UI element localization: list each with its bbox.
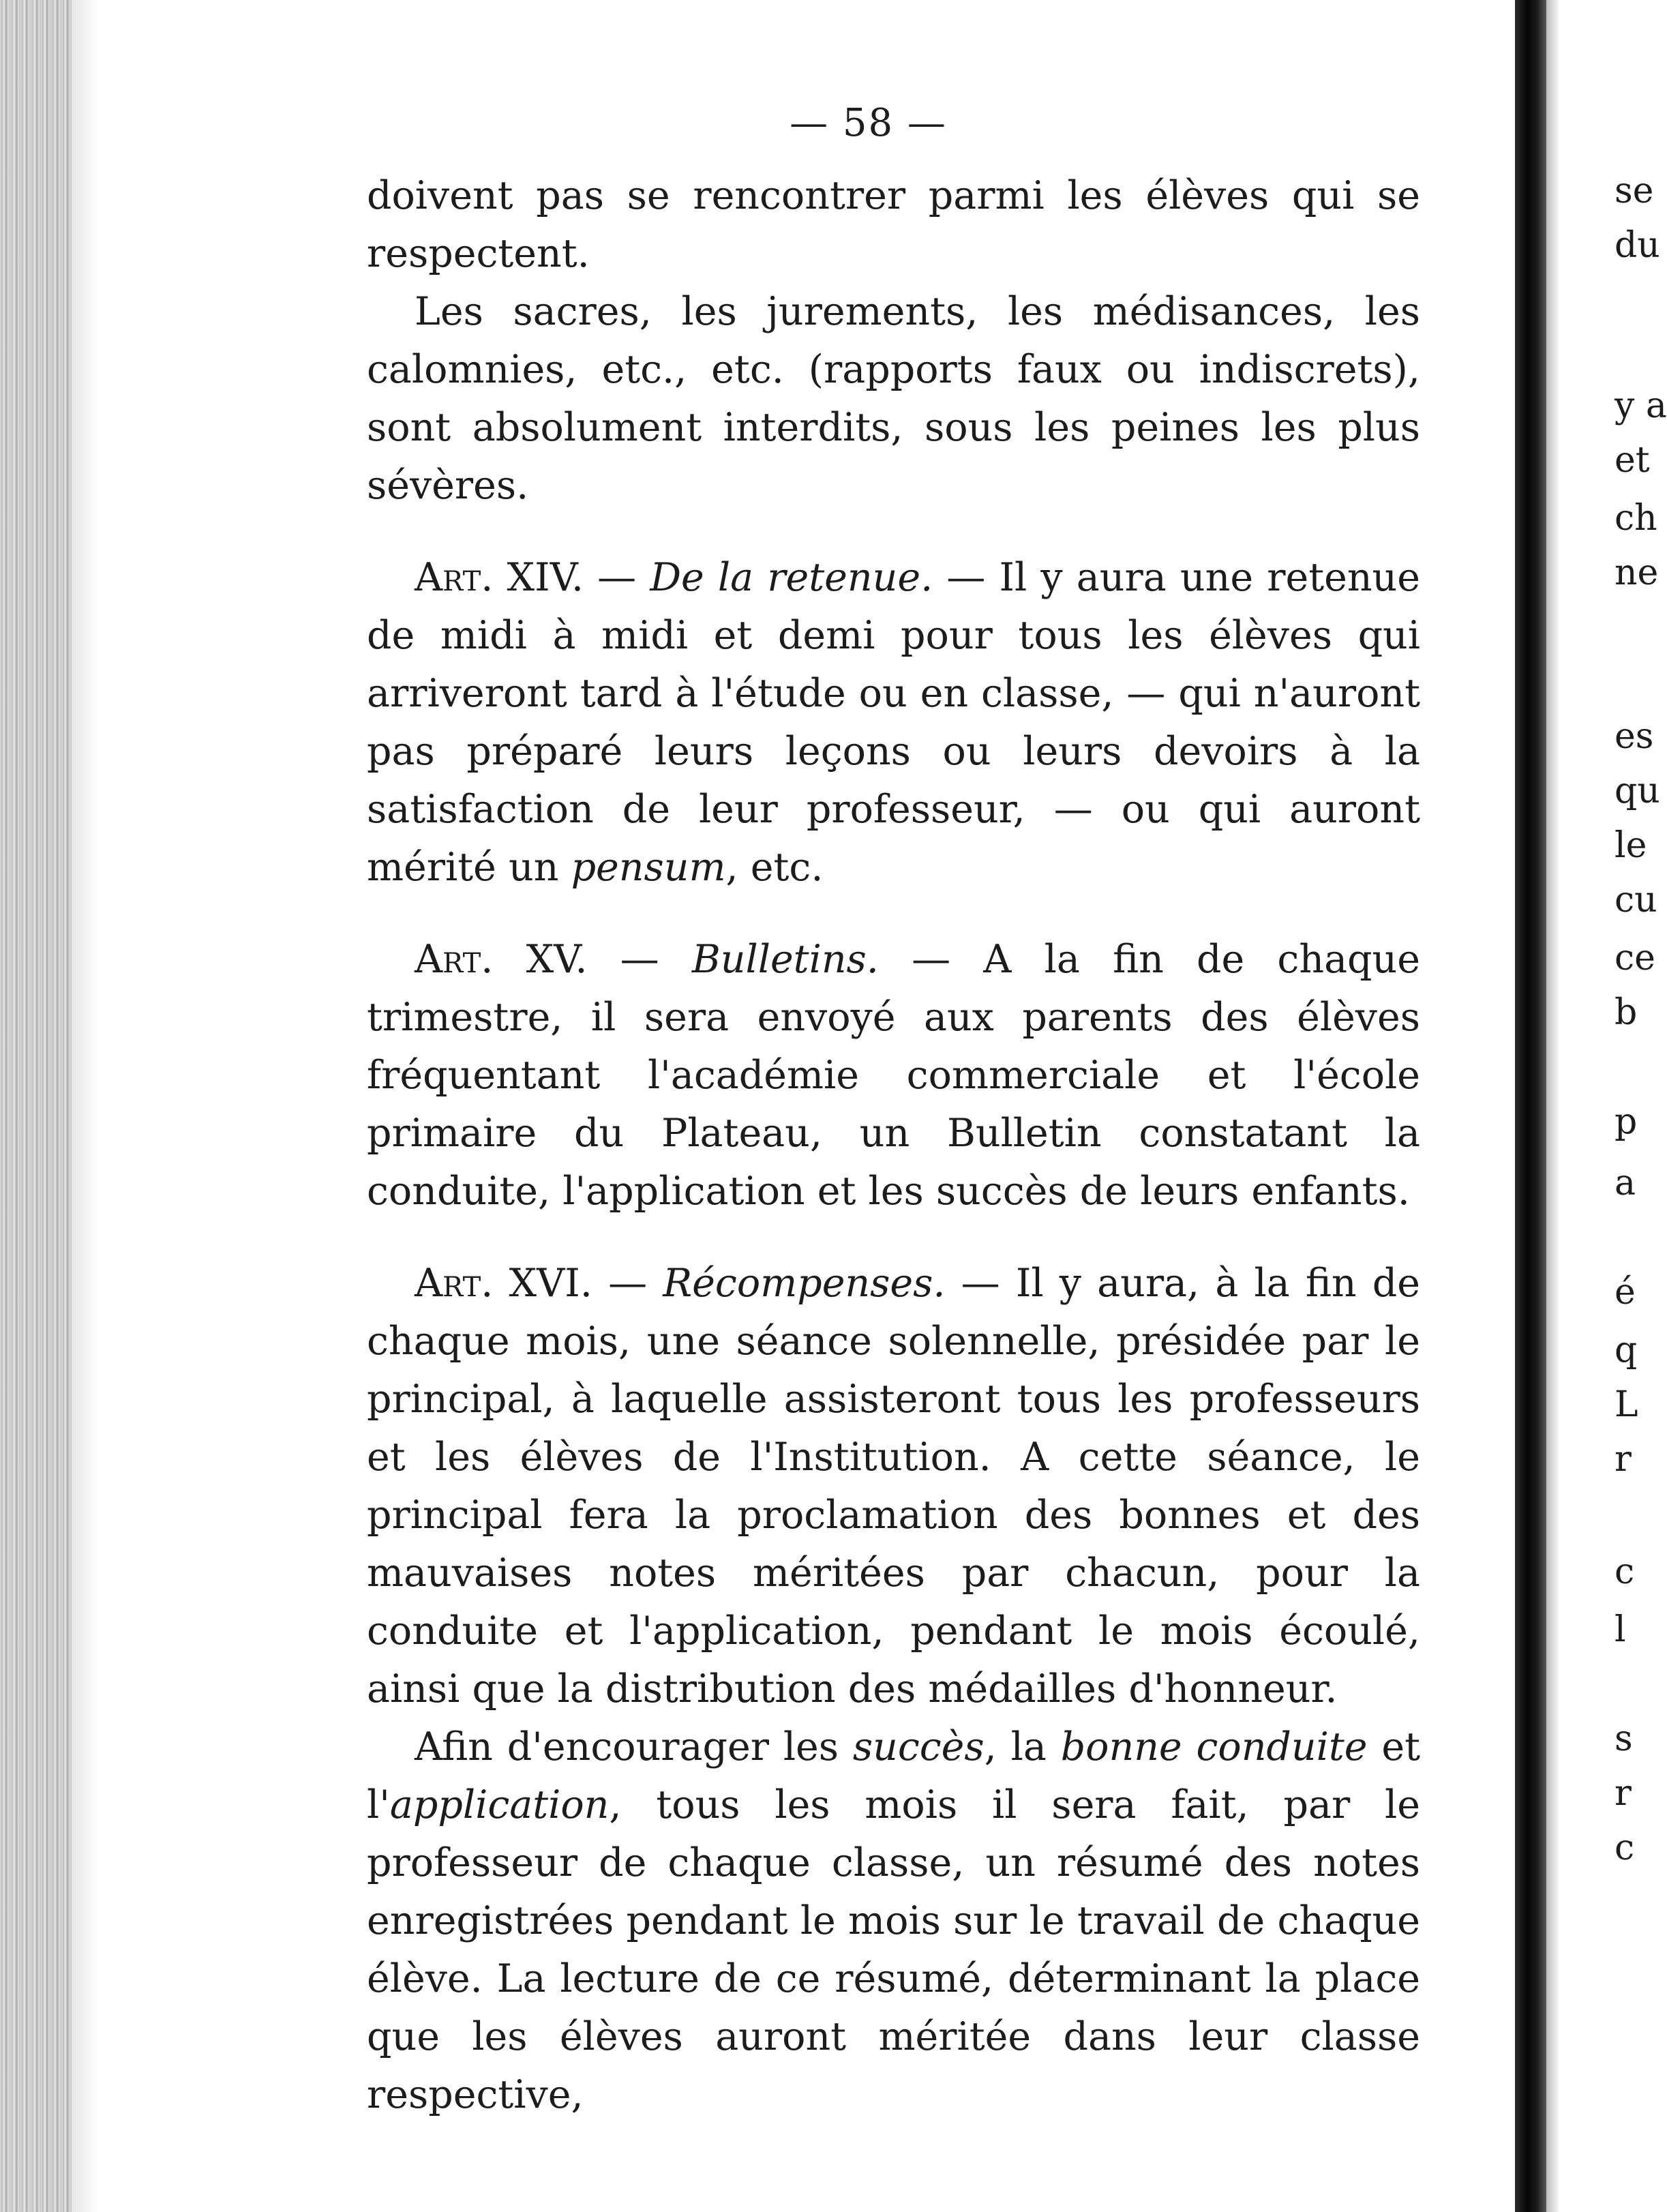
article-xiv	[367, 549, 1420, 897]
next-page-fragment: du	[1615, 225, 1660, 266]
next-page-fragment: r	[1615, 1773, 1632, 1814]
paragraph-sacres: Les sacres, les jurements, les médisances, les calomnies, etc., etc. (rapports faux ou indiscrets), sont absolument interdits, sous les peines les plus sévères.	[367, 289, 1420, 508]
text-run: , tous les mois il sera fait, par le professeur de chaque classe, un résumé des notes enregistrées pendant le mois sur le travail de chaque élève. La lecture de ce résumé, déterminant la place que les élèves auront méritée dans leur classe respective,	[367, 1782, 1420, 2117]
article-heading: Récompenses.	[663, 1261, 946, 1306]
next-page-fragment: ch	[1615, 498, 1657, 539]
next-page-fragment: é	[1615, 1272, 1636, 1313]
next-page-fragment: r	[1615, 1439, 1632, 1480]
italic-word: pensum	[571, 845, 726, 890]
article-heading: Bulletins.	[691, 937, 879, 982]
page-number: — 58 —	[790, 101, 947, 145]
book-gutter	[0, 0, 72, 2212]
article-tail: , etc.	[725, 845, 824, 890]
article-dash: —	[583, 555, 650, 600]
article-number: Art. XV.	[415, 937, 588, 982]
italic-run: succès	[852, 1724, 985, 1769]
article-text: — A la fin de chaque trimestre, il sera envoyé aux parents des élèves fréquentant l'académie commerciale et l'école primaire du Plateau, un Bulletin constatant la conduite, l'application et les succès de leurs enfants.	[367, 937, 1420, 1214]
next-page-fragment: s	[1615, 1718, 1633, 1759]
next-page-fragment: se	[1615, 170, 1654, 211]
article-number: Art. XVI.	[415, 1261, 592, 1306]
next-page-fragment: y a	[1615, 385, 1667, 426]
next-page-fragment: c	[1615, 1827, 1635, 1868]
next-page-fragment: q	[1615, 1330, 1638, 1371]
gutter-shadow	[72, 0, 99, 2212]
article-text: — Il y aura une retenue de midi à midi et demi pour tous les élèves qui arriveront tard à l'étude ou en classe, — qui n'auront pas préparé leurs leçons ou leurs devoirs à la satisfaction de leur professeur, — ou qui auront mérité un	[367, 555, 1420, 890]
next-page-fragment: a	[1615, 1163, 1636, 1204]
article-xvi	[367, 1255, 1420, 1718]
article-heading: De la retenue.	[650, 555, 933, 600]
next-page-fragment: p	[1615, 1101, 1638, 1142]
text-run: , la	[984, 1724, 1061, 1769]
next-page-fragment: es	[1615, 716, 1654, 757]
article-text: — Il y aura, à la fin de chaque mois, une séance solennelle, présidée par le principal, à laquelle assisteront tous les professeurs et les élèves de l'Institution. A cette séance, le principal fera la proclamation des bonnes et des mauvaises notes méritées par chacun, pour la conduite et l'application, pendant le mois écoulé, ainsi que la distribution des médailles d'honneur.	[367, 1261, 1420, 1712]
next-page-fragment: ne	[1615, 552, 1659, 593]
text-run: Afin d'encourager les	[415, 1724, 853, 1769]
article-xv	[367, 931, 1420, 1221]
next-page-fragment: qu	[1615, 771, 1660, 811]
next-page-fragment: ce	[1615, 938, 1655, 978]
page-body	[367, 167, 1420, 2124]
next-page-fragment: le	[1615, 825, 1647, 866]
next-page-fragment: et	[1615, 440, 1650, 481]
paragraph-continuation: doivent pas se rencontrer parmi les élèves qui se respectent.	[367, 173, 1420, 276]
article-number: Art. XIV.	[415, 555, 584, 600]
paragraph-encourager	[367, 1718, 1420, 2124]
article-dash: —	[587, 937, 692, 982]
page-fold-edge	[1546, 0, 1559, 2212]
italic-run: application	[389, 1782, 610, 1827]
next-page-fragment: L	[1615, 1384, 1638, 1425]
article-dash: —	[592, 1261, 663, 1306]
italic-run: bonne conduite	[1060, 1724, 1368, 1769]
next-page-fragment: b	[1615, 992, 1638, 1033]
next-page-fragment: cu	[1615, 880, 1657, 921]
next-page-fragment: l	[1615, 1609, 1626, 1650]
page-fold	[1515, 0, 1546, 2212]
next-page-fragment: c	[1615, 1551, 1635, 1592]
text-run: et l'	[367, 1724, 1420, 1827]
